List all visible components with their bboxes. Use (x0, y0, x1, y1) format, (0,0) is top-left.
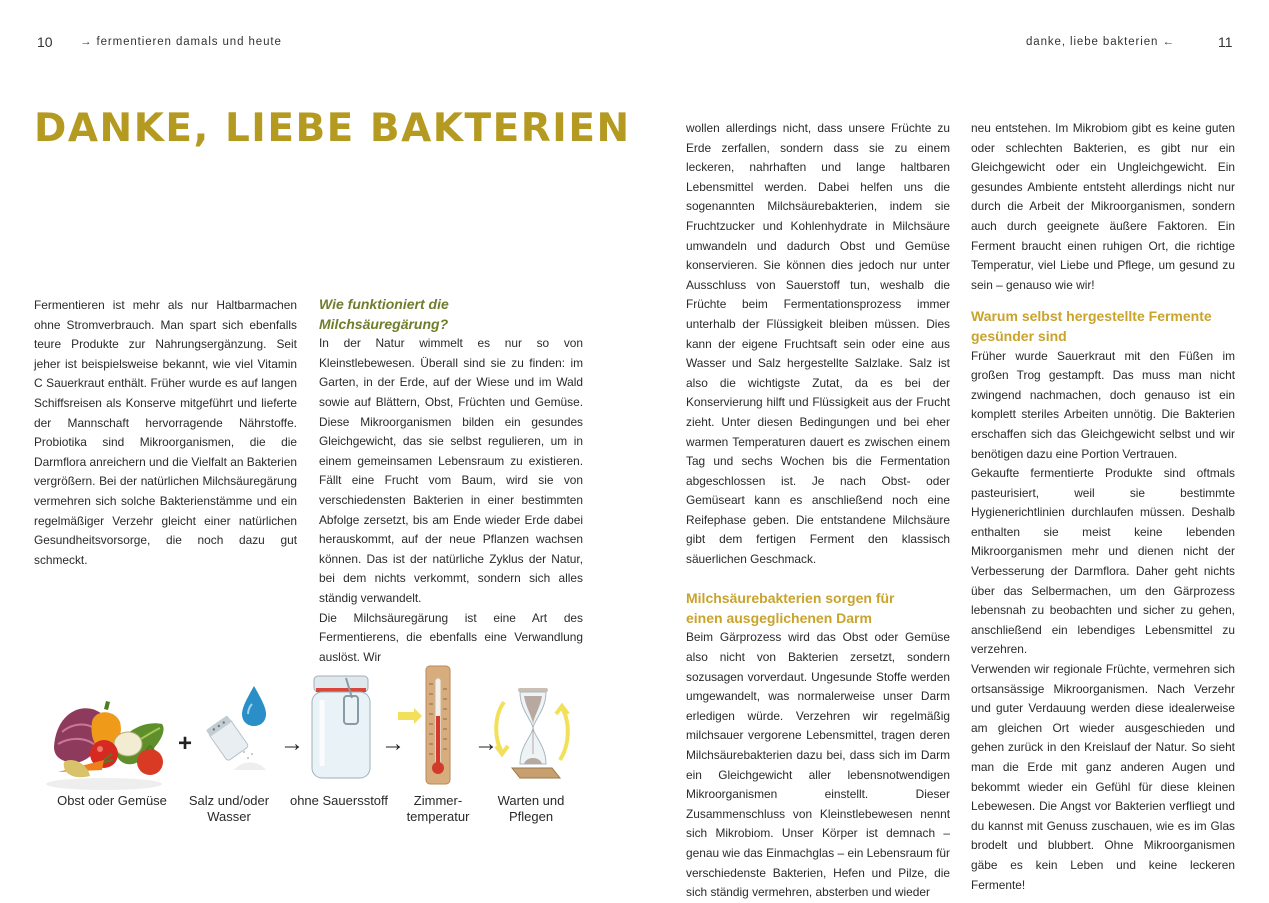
vegetables-icon (44, 692, 174, 792)
caption-no-oxygen: ohne Sauersstoff (289, 793, 389, 808)
thermometer-icon (396, 664, 456, 786)
hourglass-icon (490, 680, 574, 784)
section-heading: Warum selbst hergestellte Fermente gesünder sind (971, 308, 1212, 344)
section-heading: Milchsäurebakterien sorgen für einen ausgeglichenen Darm (686, 590, 895, 626)
page-title: DANKE, LIEBE BAKTERIEN (34, 106, 631, 151)
caption-salt-water: Salz und/oder Wasser (188, 793, 270, 824)
caption-wait-care: Warten und Pflegen (497, 793, 565, 824)
column-1 (34, 296, 297, 570)
column-2 (319, 295, 583, 667)
page-number-left: 10 (37, 34, 53, 50)
caption-vegetables: Obst oder Gemüse (57, 793, 167, 808)
paragraph: neu entstehen. Im Mikrobiom gibt es keine guten oder schlechten Bakterien, es gibt nur ein Gleichgewicht oder ein Ungleichgewicht. Ein gesundes Ambiente entsteht allerdings nicht nur durch die Arbeit der Mikroorganismen, sondern auch durch geeignete äußere Faktoren. Ein Ferment braucht einen ruhigen Ort, die richtige Temperatur, viel Liebe und Pflege, um gesund zu sein – genauso wie wir! (971, 121, 1235, 292)
jar-icon (308, 670, 374, 782)
paragraph: Früher wurde Sauerkraut mit den Füßen im großen Trog gestampft. Das muss man nicht zwingend nachmachen, doch genauso ist ein komplett steriles Arbeiten unnötig. Die Bakterien erschaffen sich das Gleichgewicht selbst und wir benötigen dazu eine Portion Vertrauen. (971, 348, 1235, 461)
paragraph: Gekaufte fermentierte Produkte sind oftmals pasteurisiert, weil sie bestimmte Hygienerichtlinien durchlaufen müssen. Deshalb enthalten sie meist keine lebenden Mikroorganismen mehr und dienen nicht der Verbesserung der Darmflora. Daher geht nichts über das Selbermachen, um den Gärprozess lebensnah zu beobachten und sicher zu gehen, anschließend ein lebendiges Lebensmittel zu verzehren. (971, 466, 1235, 657)
paragraph: Beim Gärprozess wird das Obst oder Gemüse also nicht von Bakterien zersetzt, sondern sozusagen vorverdaut. Ungesunde Stoffe werden umgewandelt, was normalerweise unser Darm erledigen würde. Verzehren wir regelmäßig milchsauer vergorene Lebensmittel, tragen deren Milchsäurebakterien dazu bei, dass sich im Darm ein Gleichgewicht aller lebensnotwendigen Mikroorganismen einstellt. Dieser Zusammenschluss von Kleinstlebewesen nennt sich Mikrobiom. Unser Körper ist demnach – genau wie das Einmachglas – ein Lebensraum für verschiedenste Bakterien, Hefen und Pilze, die sich ständig vermehren, absterben und wieder (686, 630, 950, 900)
paragraph: wollen allerdings nicht, dass unsere Früchte zu Erde zerfallen, sondern dass sie zu einem leckeren, nahrhaften und lange haltbaren Lebensmittel werden. Dabei helfen uns die sogenannten Milchsäurebakterien, indem sie Fruchtzucker und Kohlenhydrate in Milchsäure umwandeln und dadurch Obst und Gemüse konservieren. Sie können dies jedoch nur unter Ausschluss von Sauerstoff tun, weshalb die Früchte beim Fermentationsprozess immer unterhalb der Flüssigkeit bleiben müssen. Dies kann der eigene Fruchtsaft sein oder eine aus Wasser und Salz hergestellte Salzlake. Salz ist also die wichtigste Zutat, da es bei der Konservierung hilft und Flüssigkeit aus der Frucht zieht. Unter diesen Bedingungen und bei eher warmen Temperaturen dauert es zwischen einem Tag und sechs Wochen bis die Fermentation abgeschlossen ist. Je nach Obst- oder Gemüseart kann es anschließend noch eine Reifephase geben. Die entstandene Milchsäure gibt dem fertigen Ferment den klassisch säuerlichen Geschmack. (686, 121, 950, 567)
arrow-operator: → (474, 730, 498, 757)
page-number-right: 11 (1218, 34, 1233, 50)
running-head-left: → fermentieren damals und heute (80, 36, 282, 48)
column-3 (686, 119, 950, 903)
paragraph: Die Milchsäuregärung ist eine Art des Fermentierens, die ebenfalls eine Verwandlung auslöst. Wir (319, 610, 583, 664)
caption-room-temperature: Zimmer-temperatur (406, 793, 470, 824)
section-heading: Wie funktioniert die Milchsäuregärung? (319, 296, 449, 332)
running-head-right: danke, liebe bakterien ← (1026, 36, 1175, 48)
paragraph: Fermentieren ist mehr als nur Haltbarmachen ohne Stromverbrauch. Man spart sich ebenfalls teure Produkte zur Nahrungsergänzung. Seit jeher ist beispielsweise bekannt, wie viel Vitamin C Sauerkraut enthält. Früher wurde es auf langen Schiffsreisen als Konserve mitgeführt und lieferte der Mannschaft hervorragende Nährstoffe. Probiotika sind Mikroorganismen, die die Darmflora anreichern und die Vielfalt an Bakterien vergrößern. Bei der natürlichen Milchsäuregärung vermehren sich solche Bakterienstämme und ein regelmäßiger Verzehr gleicht einer natürlichen Gesundheitsvorsorge, die noch dazu gut schmeckt. (34, 298, 297, 567)
column-4 (971, 119, 1235, 895)
paragraph: In der Natur wimmelt es nur so von Kleinstlebewesen. Überall sind sie zu finden: im Garten, in der Erde, auf der Wiese und im Wald sowie auf Blättern, Obst, Früchten und Gemüse. Diese Mikroorganismen bilden ein gesundes Gleichgewicht, das sie selbst regulieren, um in einem gemeinsamen Lebensraum zu existieren. Fällt eine Frucht vom Baum, wird sie von verschiedensten Bakterien in einer bestimmten Abfolge zersetzt, bis am Ende wieder Erde dabei herauskommt, auf der neue Pflanzen wachsen können. Das ist der natürliche Zyklus der Natur, bei dem nichts verkommt, sondern sich alles ständig verwandelt. (319, 336, 583, 605)
paragraph: Verwenden wir regionale Früchte, vermehren sich ortsansässige Mikroorganismen. Nach Verzehr und guter Verdauung werden diese idealerweise am gleichen Ort wieder ausgeschieden und gehen zurück in den Kreislauf der Natur. So sieht man die Erde mit ganz anderen Augen und bekommt wieder ein Gefühl für diese kleinen Lebewesen. Die Angst vor Bakterien verfliegt und du kannst mit Genuss zuschauen, wie es im Glas brodelt und blubbert. Ohne Mikroorganismen gäbe es kein Leben und keine leckeren Fermente! (971, 662, 1235, 892)
arrow-operator: → (280, 730, 304, 757)
salt-water-icon (204, 684, 274, 784)
arrow-operator: → (381, 730, 405, 757)
plus-operator: + (178, 730, 193, 757)
